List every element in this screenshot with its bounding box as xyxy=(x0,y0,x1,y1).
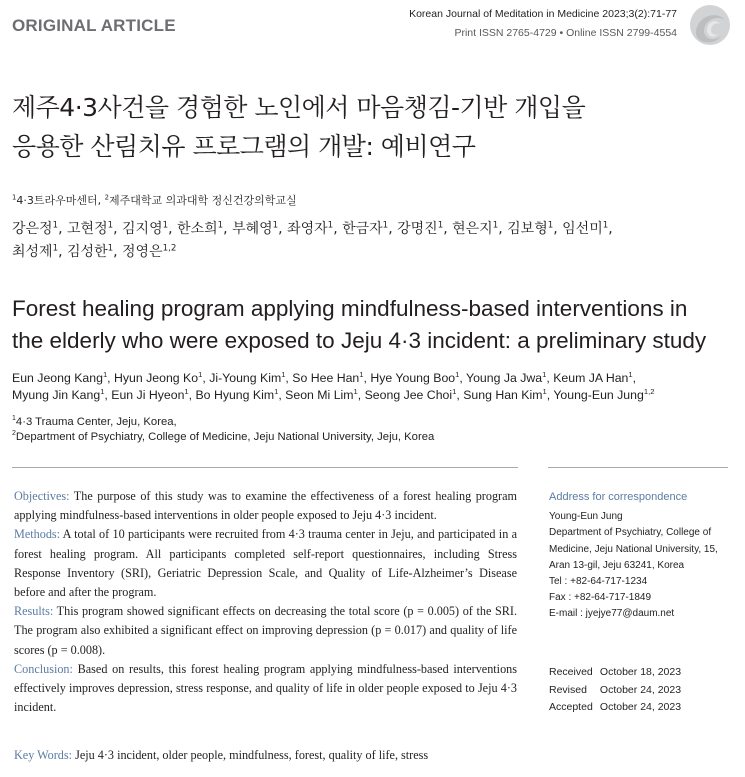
author-affiliation-marker: 1 xyxy=(184,386,189,396)
author xyxy=(553,371,632,385)
author-affiliation-marker: 1 xyxy=(217,220,224,231)
author xyxy=(177,221,223,237)
author-name: 한소희 xyxy=(177,221,218,237)
author xyxy=(67,221,113,237)
affiliation-marker: 1 xyxy=(12,415,16,423)
author-name: Hye Young Boo xyxy=(370,371,456,385)
author-name: 현은지 xyxy=(452,221,493,237)
author-affiliation-marker: 1 xyxy=(52,243,59,254)
author-name: 부혜영 xyxy=(232,221,273,237)
date-value: October 18, 2023 xyxy=(599,666,682,678)
author xyxy=(12,371,107,385)
author-affiliation-marker: 1 xyxy=(327,220,334,231)
author-affiliation-marker: 1 xyxy=(102,369,108,379)
affiliation-text: 4·3트라우마센터, xyxy=(16,194,105,207)
author-name: Ji-Young Kim xyxy=(209,371,282,385)
author-name: 김성한 xyxy=(67,244,108,260)
section-text: Based on results, this forest healing program applying mindfulness-based interventions effectively improves depression, stress response, and quality of life in older people exposed to Jeju 4·3 incident. xyxy=(14,661,517,715)
author-affiliation-marker: 1 xyxy=(198,369,203,379)
author-name: 최성제 xyxy=(12,244,53,260)
english-author-list: Eun Jeong Kang$^1$, Hyun Jeong Ko$^1$, Ji-Young Kim$^1$, So Hee Han$^1$, Hye Young Boo$^1$, Young Ja Jwa$^1$, Keum JA Han$^1$, Myung Jin Kang$^1$, Eun Ji Hyeon$^1$, Bo Hyung Kim$^1$, Seon Mi Lim$^1$, Seong Jee Choi$^1$, Sung Han Kim$^1$, Young-Eun Jung$^{1,2}$ xyxy=(12,369,655,402)
correspondence-address: Medicine, Jeju National University, 15, xyxy=(549,543,718,555)
affiliation-marker: 1 xyxy=(12,193,17,202)
date-label: Received xyxy=(549,666,593,678)
author-name: Seong Jee Choi xyxy=(364,388,453,402)
date-value: October 24, 2023 xyxy=(599,683,682,696)
author-affiliation-marker: 1 xyxy=(274,386,279,396)
author-affiliation-marker: 1 xyxy=(602,220,609,231)
author xyxy=(452,221,498,237)
author-affiliation-marker: 1 xyxy=(542,369,547,379)
author-affiliation-marker: 1 xyxy=(547,220,554,231)
author-name: 정영은 xyxy=(122,244,163,260)
abstract-methods xyxy=(14,525,517,602)
abstract xyxy=(14,487,517,717)
author-affiliation-marker: 1 xyxy=(382,220,389,231)
correspondence-name: Young-Eun Jung xyxy=(549,511,623,523)
date-revised xyxy=(549,682,681,700)
author-affiliation-marker: 1,2 xyxy=(643,386,655,396)
author xyxy=(114,371,202,385)
author-affiliation-marker: 1 xyxy=(107,220,114,231)
abstract-results xyxy=(14,602,517,660)
author xyxy=(365,388,457,402)
author-affiliation-marker: 1 xyxy=(437,220,444,231)
author-affiliation-marker: 1,2 xyxy=(162,243,177,254)
section-label: Objectives: xyxy=(14,489,70,503)
correspondence xyxy=(549,489,739,623)
journal-citation: Korean Journal of Meditation in Medicine 2023;3(2):71-77 xyxy=(409,8,677,20)
author-name: 김지영 xyxy=(122,221,163,237)
author-name: Seon Mi Lim xyxy=(285,388,354,402)
affiliation-line xyxy=(12,430,434,445)
author xyxy=(209,371,285,385)
english-title-line: the elderly who were exposed to Jeju 4·3 incident: a preliminary study xyxy=(12,328,707,353)
author-name: 좌영자 xyxy=(287,221,328,237)
affiliation-text: 4·3 Trauma Center, Jeju, Korea, xyxy=(15,416,177,428)
author-affiliation-marker: 1 xyxy=(52,220,59,231)
author-affiliation-marker: 1 xyxy=(455,369,460,379)
journal-issn: Print ISSN 2765-4729 • Online ISSN 2799-4554 xyxy=(454,27,677,39)
section-label: Results: xyxy=(14,604,54,619)
correspondence-heading: Address for correspondence xyxy=(549,491,688,503)
keywords xyxy=(14,748,517,763)
divider xyxy=(12,467,518,468)
date-received xyxy=(549,664,681,682)
author xyxy=(397,221,443,237)
author-name: Young-Eun Jung xyxy=(553,388,644,402)
affiliation-text: Department of Psychiatry, College of Medicine, Jeju National University, Jeju, Korea xyxy=(15,431,435,443)
author-name: Keum JA Han xyxy=(553,371,629,385)
author xyxy=(12,244,58,260)
correspondence-email[interactable]: E-mail : jyejye77@daum.net xyxy=(549,608,675,620)
affiliation-line xyxy=(12,415,434,430)
author xyxy=(285,388,358,402)
author xyxy=(466,371,546,385)
author-affiliation-marker: 1 xyxy=(100,386,105,396)
author-name: 고현정 xyxy=(67,221,108,237)
author-affiliation-marker: 1 xyxy=(359,369,364,379)
author xyxy=(122,221,168,237)
author xyxy=(342,221,388,237)
author-name: Bo Hyung Kim xyxy=(195,388,275,402)
author xyxy=(12,221,58,237)
article-dates xyxy=(549,664,681,717)
author-name: Sung Han Kim xyxy=(463,388,543,402)
date-accepted xyxy=(549,699,681,717)
author-affiliation-marker: 1 xyxy=(542,386,547,396)
date-value: October 24, 2023 xyxy=(599,701,682,713)
divider xyxy=(548,467,728,468)
author-name: 김보형 xyxy=(507,221,548,237)
korean-author-list: 강은정$^1$, 고현정$^1$, 김지영$^1$, 한소희$^1$, 부혜영$^1$, 좌영자$^1$, 한금자$^1$, 강명진$^1$, 현은지$^1$, 김보형$^1$, 임선미$^1$, 최성제$^1$, 김성한$^1$, 정영은$^{1,2}$ xyxy=(12,220,613,260)
author-name: Hyun Jeong Ko xyxy=(114,371,199,385)
author-name: 임선미 xyxy=(562,221,603,237)
section-label: Methods: xyxy=(14,527,61,542)
date-label: Revised xyxy=(549,683,587,696)
author-name: Eun Ji Hyeon xyxy=(111,388,185,402)
author xyxy=(195,388,278,402)
author-affiliation-marker: 1 xyxy=(281,369,286,379)
author xyxy=(12,388,104,402)
correspondence-address: Aran 13-gil, Jeju 63241, Korea xyxy=(549,559,685,571)
english-title xyxy=(12,293,737,357)
author-affiliation-marker: 1 xyxy=(628,369,633,379)
keywords-text: Jeju 4·3 incident, older people, mindfulness, forest, quality of life, stress xyxy=(72,748,429,762)
author-affiliation-marker: 1 xyxy=(107,243,114,254)
correspondence-address: Department of Psychiatry, College of xyxy=(549,527,712,539)
author-affiliation-marker: 1 xyxy=(272,220,279,231)
author xyxy=(463,388,547,402)
author xyxy=(370,371,459,385)
author-affiliation-marker: 1 xyxy=(162,220,169,231)
journal-logo-icon xyxy=(687,2,733,48)
author-name: Eun Jeong Kang xyxy=(12,371,103,385)
korean-title-line: 제주4·3사건을 경험한 노인에서 마음챙김-기반 개입을 xyxy=(12,93,586,122)
author xyxy=(292,371,363,385)
affiliation-marker: 2 xyxy=(12,430,16,438)
korean-title-line: 응용한 산림치유 프로그램의 개발: 예비연구 xyxy=(12,132,476,161)
section-text: This program showed significant effects on decreasing the total score (p = 0.005) of the SRI. The program also exhibited a significant effect on improving depression (p = 0.017) and quality of life scores (p = 0.008). xyxy=(14,604,517,657)
section-text: The purpose of this study was to examine the effectiveness of a forest healing program applying mindfulness-based interventions in older people exposed to Jeju 4·3 incident. xyxy=(14,489,517,523)
author xyxy=(67,244,113,260)
correspondence-fax: Fax : +82-64-717-1849 xyxy=(549,592,652,604)
section-text: A total of 10 participants were recruited from 4·3 trauma center in Jeju, and participated in a forest healing program. All participants completed self-report questionnaires, including Stress Response Inventory (SRI), Geriatric Depression Scale, and Quality of Life-Alzheimer’s Disease before and after the program. xyxy=(14,527,517,600)
author-affiliation-marker: 1 xyxy=(492,220,499,231)
abstract-conclusion xyxy=(14,660,517,718)
article-type-label: ORIGINAL ARTICLE xyxy=(12,16,176,35)
author xyxy=(507,221,553,237)
affiliation-marker: 2 xyxy=(104,193,109,202)
author xyxy=(122,244,176,260)
journal-info xyxy=(409,7,677,41)
korean-title xyxy=(12,88,732,166)
author xyxy=(562,221,608,237)
english-title-line: Forest healing program applying mindfulness-based interventions in xyxy=(12,296,688,321)
author-name: So Hee Han xyxy=(292,371,360,385)
korean-affiliations xyxy=(12,192,297,208)
author xyxy=(553,388,654,402)
author-name: 강명진 xyxy=(397,221,438,237)
abstract-objectives xyxy=(14,487,517,525)
author-name: 한금자 xyxy=(342,221,383,237)
english-affiliations xyxy=(12,415,434,445)
author-name: Young Ja Jwa xyxy=(466,371,543,385)
author xyxy=(111,388,188,402)
author xyxy=(232,221,278,237)
section-label: Conclusion: xyxy=(14,661,73,676)
author-affiliation-marker: 1 xyxy=(452,386,457,396)
keywords-label: Key Words: xyxy=(14,748,73,762)
author-affiliation-marker: 1 xyxy=(353,386,358,396)
author-name: 강은정 xyxy=(12,221,53,237)
date-label: Accepted xyxy=(549,701,593,713)
affiliation-text: 제주대학교 의과대학 정신건강의학교실 xyxy=(108,194,297,207)
correspondence-tel: Tel : +82-64-717-1234 xyxy=(549,576,648,588)
author-name: Myung Jin Kang xyxy=(12,388,101,402)
author xyxy=(287,221,333,237)
